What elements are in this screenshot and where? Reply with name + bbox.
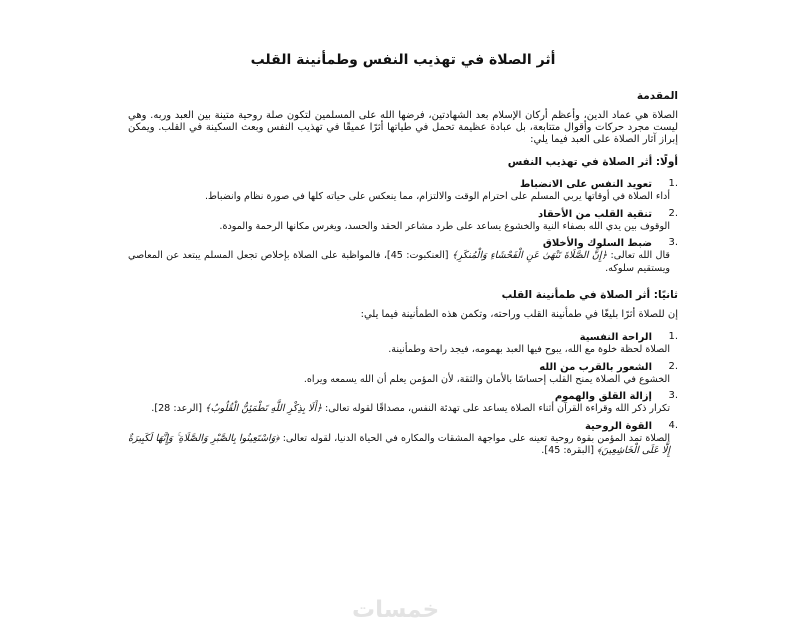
item-body — [128, 403, 670, 416]
item-title: الشعور بالقرب من الله — [539, 361, 652, 373]
section-2-list — [128, 331, 678, 458]
quran-quote: ﴿أَلَا بِذِكْرِ اللَّهِ تَطْمَئِنُّ الْقُلُوبُ﴾ — [205, 403, 322, 414]
item-body-text: [البقرة: 45]. — [541, 445, 598, 456]
item-body-text: قال الله تعالى: — [607, 250, 670, 261]
list-item — [128, 237, 678, 275]
item-number: 4. — [668, 419, 678, 431]
item-number: 3. — [668, 237, 678, 248]
section-1-list — [128, 178, 678, 275]
item-number: 1. — [668, 331, 678, 342]
item-title: إزالة القلق والهموم — [554, 391, 652, 402]
section-2-intro: إن للصلاة أثرًا بليغًا في طمأنينة القلب وراحته، وتكمن هذه الطمأنينة فيما يلي: — [360, 309, 678, 320]
watermark-logo: خمسات — [352, 597, 440, 623]
section-2-heading: ثانيًا: أثر الصلاة في طمأنينة القلب — [501, 289, 678, 301]
list-item — [128, 331, 678, 357]
item-body — [128, 250, 670, 275]
list-item — [128, 178, 678, 204]
item-title: القوة الروحية — [584, 420, 652, 432]
intro-heading: المقدمة — [636, 90, 678, 102]
item-body-text: الصلاة تمد المؤمن بقوة روحية تعينه على مواجهة المشقات والمكاره في الحياة الدنيا، لقوله تعالى: — [279, 432, 670, 444]
item-title: ضبط السلوك والأخلاق — [542, 238, 652, 249]
item-number: 2. — [668, 207, 678, 219]
list-item — [128, 361, 678, 387]
item-body: الخشوع في الصلاة يمنح القلب إحساسًا بالأمان والثقة، لأن المؤمن يعلم أن الله يسمعه ويراه. — [303, 373, 670, 385]
section-1-heading: أولًا: أثر الصلاة في تهذيب النفس — [507, 156, 678, 168]
item-number: 3. — [668, 390, 678, 401]
item-body: الوقوف بين يدي الله بصفاء النية والخشوع يساعد على طرد مشاعر الحقد والحسد، ويغرس مكانها الرحمة والمودة. — [219, 220, 670, 232]
item-body — [128, 433, 670, 458]
item-title: تعويد النفس على الانضباط — [520, 179, 652, 190]
item-number: 2. — [668, 360, 678, 372]
item-body: أداء الصلاة في أوقاتها يربي المسلم على احترام الوقت والالتزام، مما ينعكس على حياته كلها في صورة نظام وانضباط. — [204, 191, 670, 202]
item-number: 1. — [668, 178, 678, 189]
list-item — [128, 420, 678, 458]
list-item — [128, 390, 678, 416]
quran-quote: ﴿وَاسْتَعِينُوا بِالصَّبْرِ وَالصَّلَاةِ ۚ وَإِنَّهَا لَكَبِيرَةٌ إِلَّا عَلَى الْخَاشِعِينَ﴾ — [128, 432, 670, 456]
item-title: تنقية القلب من الأحقاد — [537, 208, 652, 220]
intro-paragraph: الصلاة هي عماد الدين، وأعظم أركان الإسلام بعد الشهادتين، فرضها الله على المسلمين لتكون صلة روحية متينة بين العبد وربه. وهي ليست مجرد حركات وأقوال متتابعة، بل عبادة عظيمة تحمل في طياتها أثرًا عميقًا في تهذيب النفس وبعث السكينة في القلب. ويمكن إبراز آثار الصلاة على العبد فيما يلي: — [128, 110, 678, 145]
quran-quote: ﴿إِنَّ الصَّلَاةَ تَنْهَىٰ عَنِ الْفَحْشَاءِ وَالْمُنكَرِ﴾ — [451, 250, 608, 261]
item-body-text: [الرعد: 28]. — [151, 403, 205, 414]
item-title: الراحة النفسية — [579, 332, 652, 343]
document-page — [128, 52, 678, 592]
page-title: أثر الصلاة في تهذيب النفس وطمأنينة القلب — [250, 52, 556, 68]
item-body: الصلاة لحظة خلوة مع الله، يبوح فيها العبد بهمومه، فيجد راحة وطمأنينة. — [388, 344, 670, 355]
list-item — [128, 208, 678, 234]
item-body-text: تكرار ذكر الله وقراءة القرآن أثناء الصلاة يساعد على تهدئة النفس، مصداقًا لقوله تعالى: — [321, 403, 670, 414]
item-body-text: [العنكبوت: 45]، فالمواظبة على الصلاة بإخلاص تجعل المسلم يبتعد عن المعاصي ويستقيم سلوكه. — [128, 250, 670, 274]
